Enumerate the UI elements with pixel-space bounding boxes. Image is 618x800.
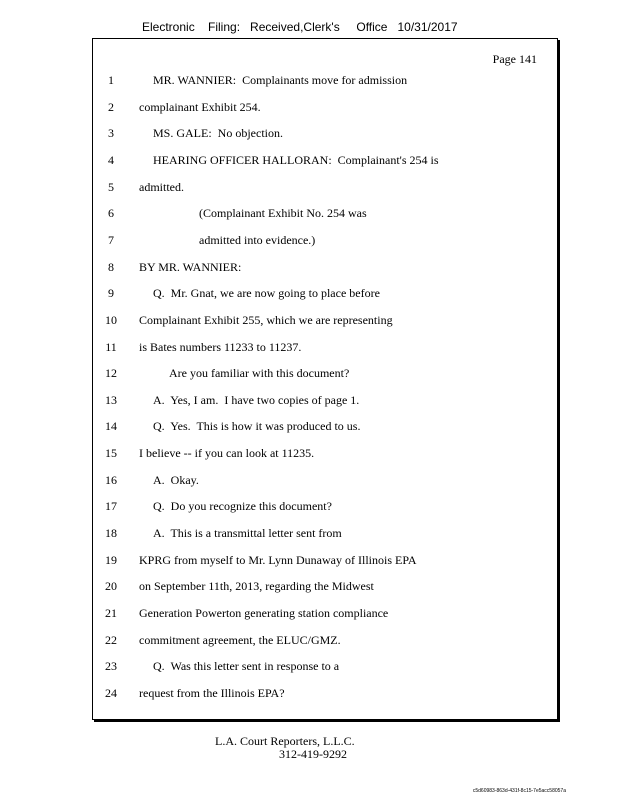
- line-number: 14: [105, 419, 117, 434]
- transcript-line: [93, 686, 557, 702]
- line-number: 15: [105, 446, 117, 461]
- line-text: Complainant Exhibit 255, which we are representing: [139, 312, 393, 327]
- line-number: 3: [108, 126, 114, 141]
- transcript-line: [93, 366, 557, 382]
- line-number: 7: [108, 232, 114, 247]
- transcript-line: [93, 340, 557, 356]
- transcript-line: [93, 393, 557, 409]
- line-number: 12: [105, 366, 117, 381]
- line-number: 16: [105, 472, 117, 487]
- transcript-line: [93, 100, 557, 116]
- line-number: 5: [108, 179, 114, 194]
- line-text: Q. Mr. Gnat, we are now going to place before: [153, 286, 380, 301]
- line-number: 24: [105, 685, 117, 700]
- line-text: A. This is a transmittal letter sent from: [153, 526, 342, 541]
- document-hash: c5d60983-863d-431f-8c15-7e5acc58057a: [472, 788, 566, 794]
- transcript-line: [93, 606, 557, 622]
- line-text: complainant Exhibit 254.: [139, 99, 261, 114]
- transcript-line: [93, 206, 557, 222]
- transcript-line: [93, 633, 557, 649]
- transcript-line: [93, 659, 557, 675]
- transcript-line: [93, 73, 557, 89]
- line-text: Q. Yes. This is how it was produced to us.: [153, 419, 361, 434]
- transcript-line: [93, 473, 557, 489]
- line-text: BY MR. WANNIER:: [139, 259, 242, 274]
- line-number: 4: [108, 152, 114, 167]
- line-text: Are you familiar with this document?: [169, 366, 350, 381]
- line-text: Generation Powerton generating station compliance: [139, 606, 389, 620]
- page-number: Page 141: [492, 52, 537, 66]
- filing-header: Electronic Filing: Received,Clerk's Office 10/31/2017: [142, 20, 458, 34]
- line-text: (Complainant Exhibit No. 254 was: [199, 206, 367, 221]
- line-number: 22: [105, 632, 117, 647]
- transcript-line: [93, 579, 557, 595]
- transcript-line: [93, 233, 557, 249]
- line-number: 11: [105, 339, 117, 354]
- line-number: 19: [105, 552, 117, 567]
- line-text: MS. GALE: No objection.: [153, 126, 283, 141]
- transcript-line: [93, 286, 557, 302]
- transcript-line: [93, 499, 557, 515]
- line-text: is Bates numbers 11233 to 11237.: [139, 339, 302, 354]
- transcript-line: [93, 553, 557, 569]
- transcript-line: [93, 419, 557, 435]
- line-text: I believe -- if you can look at 11235.: [139, 446, 315, 461]
- line-number: 1: [108, 73, 114, 87]
- line-number: 17: [105, 499, 117, 514]
- court-reporter-name: L.A. Court Reporters, L.L.C.: [215, 734, 355, 748]
- line-text: Q. Do you recognize this document?: [153, 499, 332, 514]
- line-number: 21: [105, 606, 117, 620]
- line-text: MR. WANNIER: Complainants move for admission: [153, 73, 408, 87]
- transcript-line: [93, 153, 557, 169]
- line-number: 6: [108, 206, 114, 221]
- court-reporter-phone: 312-419-9292: [279, 747, 347, 761]
- line-text: on September 11th, 2013, regarding the Midwest: [139, 579, 374, 594]
- line-text: KPRG from myself to Mr. Lynn Dunaway of Illinois EPA: [139, 552, 417, 567]
- line-number: 2: [108, 99, 114, 114]
- line-number: 8: [108, 259, 114, 274]
- transcript-line: [93, 526, 557, 542]
- line-text: admitted into evidence.): [199, 232, 316, 247]
- transcript-line: [93, 126, 557, 142]
- transcript-line: [93, 260, 557, 276]
- line-text: admitted.: [139, 179, 184, 194]
- line-number: 13: [105, 392, 117, 407]
- transcript-line: [93, 313, 557, 329]
- line-text: HEARING OFFICER HALLORAN: Complainant's 254 is: [153, 152, 439, 167]
- line-number: 18: [105, 526, 117, 541]
- transcript-line: [93, 446, 557, 462]
- transcript-line: [93, 180, 557, 196]
- line-number: 20: [105, 579, 117, 594]
- line-number: 10: [105, 312, 117, 327]
- line-text: A. Okay.: [153, 472, 199, 487]
- line-text: commitment agreement, the ELUC/GMZ.: [139, 632, 341, 647]
- line-text: request from the Illinois EPA?: [139, 685, 285, 700]
- line-text: Q. Was this letter sent in response to a: [153, 659, 340, 674]
- line-number: 23: [105, 659, 117, 674]
- line-number: 9: [108, 286, 114, 301]
- transcript-page: [92, 38, 558, 720]
- line-text: A. Yes, I am. I have two copies of page 1.: [153, 392, 360, 407]
